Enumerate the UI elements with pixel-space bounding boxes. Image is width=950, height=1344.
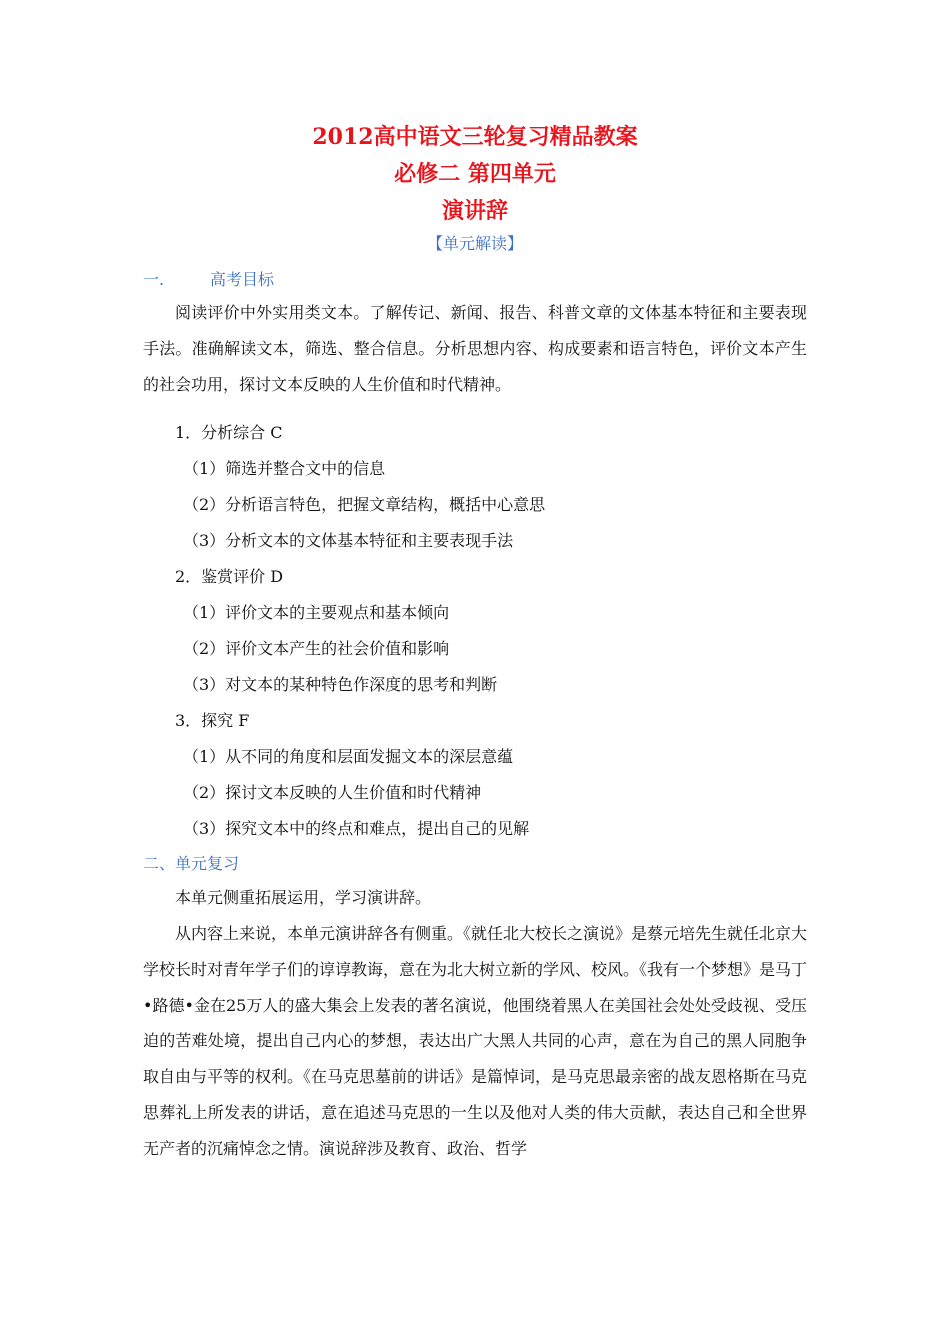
item-sub: （1）筛选并整合文中的信息 (183, 459, 386, 478)
section-heading-1 (143, 268, 274, 292)
document-subtitle-topic: 演讲辞 (441, 198, 508, 224)
unit-reading-label: 【单元解读】 (426, 234, 523, 253)
item-sub: （3）探究文本中的终点和难点，提出自己的见解 (183, 819, 530, 838)
item-sub: （3）对文本的某种特色作深度的思考和判断 (183, 675, 498, 694)
section-number: 一. (143, 270, 165, 289)
item-sub: （2）评价文本产生的社会价值和影响 (183, 639, 450, 658)
item-title: 3．探究 F (175, 711, 250, 730)
item-sub: （1）从不同的角度和层面发掘文本的深层意蕴 (183, 747, 514, 766)
section1-intro-paragraph: 阅读评价中外实用类文本。了解传记、新闻、报告、科普文章的文体基本特征和主要表现手法。准确解读文本，筛选、整合信息。分析思想内容、构成要素和语言特色，评价文本产生的社会功用，探讨文本反映的人生价值和时代精神。 (143, 303, 807, 394)
document-title: 2012高中语文三轮复习精品教案 (312, 124, 638, 150)
item-title: 2．鉴赏评价 D (175, 567, 284, 586)
item-sub: （3）分析文本的文体基本特征和主要表现手法 (183, 531, 514, 550)
item-title: 1．分析综合 C (175, 423, 283, 442)
section2-paragraph-1: 本单元侧重拓展运用，学习演讲辞。 (175, 888, 432, 907)
document-subtitle-unit: 必修二 第四单元 (394, 161, 556, 187)
item-sub: （2）探讨文本反映的人生价值和时代精神 (183, 783, 482, 802)
section2-paragraph-2: 从内容上来说，本单元演讲辞各有侧重。《就任北大校长之演说》是蔡元培先生就任北京大学校长时对青年学子们的谆谆教诲，意在为北大树立新的学风、校风。《我有一个梦想》是马丁•路德•金在25万人的盛大集会上发表的著名演说，他围绕着黑人在美国社会处处受歧视、受压迫的苦难处境，提出自己内心的梦想，表达出广大黑人共同的心声，意在为自己的黑人同胞争取自由与平等的权利。《在马克思墓前的讲话》是篇悼词，是马克思最亲密的战友恩格斯在马克思葬礼上所发表的讲话，意在追述马克思的一生以及他对人类的伟大贡献，表达自己和全世界无产者的沉痛悼念之情。演说辞涉及教育、政治、哲学 (143, 924, 808, 1158)
section-heading-text: 高考目标 (210, 270, 275, 289)
item-sub: （2）分析语言特色，把握文章结构，概括中心意思 (183, 495, 546, 514)
section-heading-2: 二、单元复习 (143, 854, 240, 873)
item-sub: （1）评价文本的主要观点和基本倾向 (183, 603, 450, 622)
